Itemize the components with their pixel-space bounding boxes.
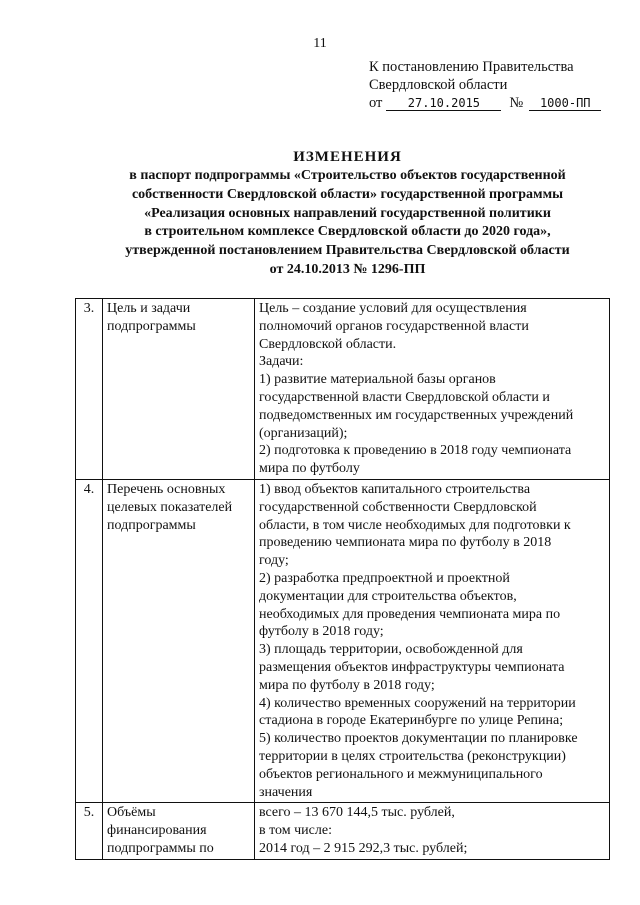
row-value-line: 2) подготовка к проведению в 2018 году чемпионата (259, 443, 572, 459)
approval-number: 1000-ПП (529, 96, 601, 111)
row-value-line: полномочий органов государственной власти (259, 318, 529, 334)
row-number: 3. (76, 299, 103, 480)
row-value-line: проведению чемпионата мира по футболу в 2018 (259, 535, 552, 551)
row-value-line: 1) ввод объектов капитального строительства (259, 481, 531, 497)
row-value-line: (организаций); (259, 425, 348, 441)
approval-line-2: Свердловской области (369, 77, 508, 93)
row-value-line: всего – 13 670 144,5 тыс. рублей, (259, 805, 455, 821)
heading-line: утвержденной постановлением Правительства Свердловской области (125, 243, 570, 259)
row-value-line: Свердловской области. (259, 336, 397, 352)
heading-line: «Реализация основных направлений государственной политики (144, 205, 551, 221)
table-row (76, 803, 610, 859)
row-value (255, 299, 610, 480)
row-value-line: 3) площадь территории, освобожденной для (259, 642, 523, 658)
row-number: 4. (76, 479, 103, 802)
row-value-line: государственной собственности Свердловской (259, 499, 537, 515)
row-value-line: мира по футболу в 2018 году; (259, 677, 435, 693)
row-value (255, 803, 610, 859)
row-value-line: территории в целях строительства (реконструкции) (259, 748, 566, 764)
approval-date-line (369, 94, 619, 112)
row-value-line: 4) количество временных сооружений на территории (259, 695, 576, 711)
row-name (103, 479, 255, 802)
row-name-line: финансирования (107, 823, 207, 839)
row-name (103, 299, 255, 480)
heading-line: в паспорт подпрограммы «Строительство объектов государственной (129, 168, 566, 183)
row-value-line: подведомственных им государственных учреждений (259, 407, 574, 423)
row-name-line: целевых показателей (107, 499, 233, 515)
row-value-line: году; (259, 553, 289, 569)
row-value-line: 1) развитие материальной базы органов (259, 372, 496, 388)
heading-line: в строительном комплексе Свердловской области до 2020 года», (144, 224, 551, 240)
row-number: 5. (76, 803, 103, 859)
row-value-line: мира по футболу (259, 461, 360, 477)
row-value (255, 479, 610, 802)
table-row (76, 299, 610, 480)
row-value-line: области, в том числе необходимых для подготовки к (259, 517, 571, 533)
page-number: 11 (313, 36, 327, 51)
row-name-line: подпрограммы (107, 517, 196, 533)
number-sign: № (509, 95, 524, 111)
row-value-line: государственной власти Свердловской области и (259, 389, 550, 405)
row-value-line: футболу в 2018 году; (259, 624, 384, 640)
row-name-line: подпрограммы по (107, 840, 214, 856)
heading-title: ИЗМЕНЕНИЯ (293, 149, 402, 165)
row-value-line: значения (259, 784, 313, 800)
row-value-line: 5) количество проектов документации по планировке (259, 731, 578, 747)
row-value-line: объектов регионального и межмуниципального (259, 766, 543, 782)
row-value-line: 2014 год – 2 915 292,3 тыс. рублей; (259, 840, 468, 856)
heading-line: собственности Свердловской области» государственной программы (131, 186, 564, 202)
passport-table (75, 298, 610, 860)
row-value-line: размещения объектов инфраструктуры чемпионата (259, 659, 565, 675)
row-value-line: в том числе: (259, 823, 332, 839)
row-value-line: Цель – создание условий для осуществления (259, 301, 527, 316)
row-value-line: Задачи: (259, 354, 304, 370)
row-name (103, 803, 255, 859)
row-value-line: стадиона в городе Екатеринбурге по улице Репина; (259, 713, 564, 729)
row-value-line: 2) разработка предпроектной и проектной (259, 570, 510, 586)
from-label: от (369, 95, 383, 111)
row-name-line: Перечень основных (107, 481, 226, 497)
row-value-line: необходимых для проведения чемпионата мира по (259, 606, 561, 622)
row-name-line: подпрограммы (107, 318, 196, 334)
document-heading (60, 147, 635, 280)
approval-block (369, 58, 619, 112)
heading-line: от 24.10.2013 № 1296-ПП (269, 261, 426, 277)
approval-date: 27.10.2015 (386, 96, 501, 111)
approval-line-1: К постановлению Правительства (369, 59, 574, 75)
row-value-line: документации для строительства объектов, (259, 588, 517, 604)
row-name-line: Объёмы (107, 805, 156, 821)
table-row (76, 479, 610, 802)
row-name-line: Цель и задачи (107, 301, 191, 316)
